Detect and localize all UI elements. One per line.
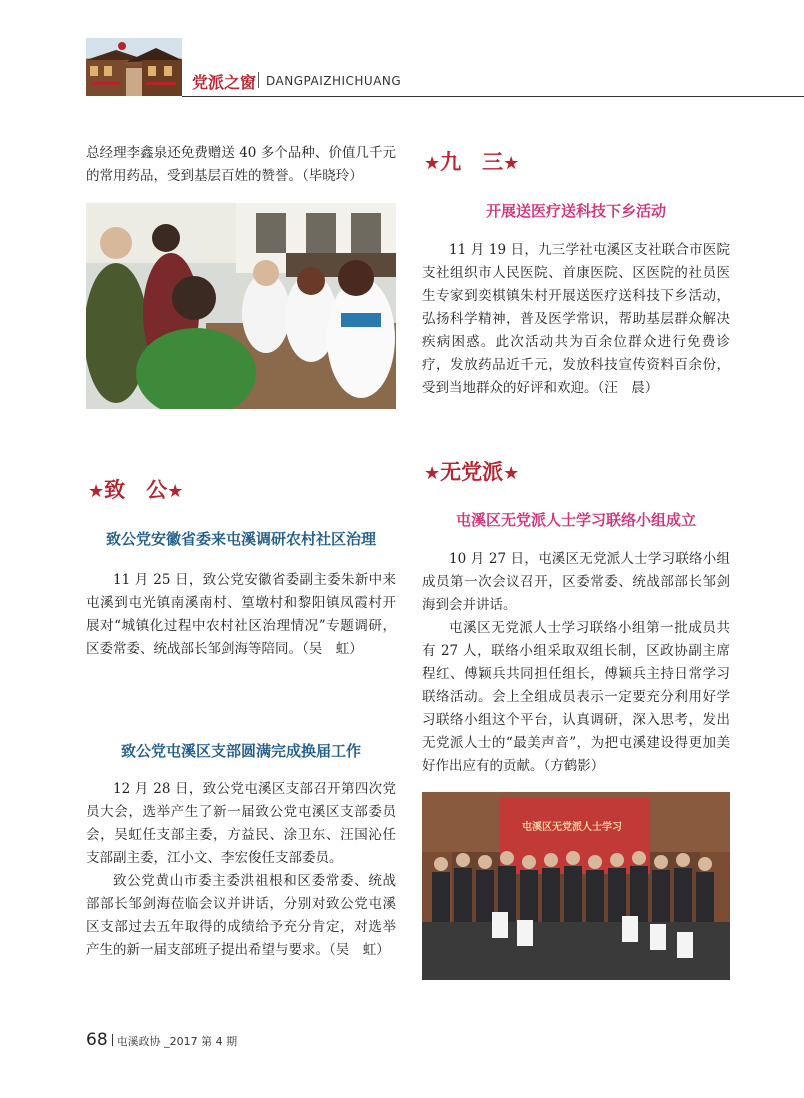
header-logo-photo bbox=[86, 38, 182, 96]
article-title: 屯溪区无党派人士学习联络小组成立 bbox=[455, 511, 696, 529]
party-heading-jiusan: ★九 三★ bbox=[424, 150, 520, 174]
article-body: 12 月 28 日，致公党屯溪区支部召开第四次党员大会，选举产生了新一届致公党屯溪区支部委员会，吴虹任支部主委，方益民、涂卫东、汪国沁任支部副主委，江小文、李宏俊任支部委员。 致公党黄山市委主委洪祖根和区委常委、统战部部长邹剑海莅临会议并讲话，分别对致公党屯溪区支部过去五年取得的成绩给予充分肯定，对选举产生的新一届支部班子提出希望与要求。（吴 虹） bbox=[86, 781, 396, 958]
article-title: 开展送医疗送科技下乡活动 bbox=[485, 202, 666, 220]
star-icon: ★ bbox=[424, 463, 441, 484]
article-body: 11 月 25 日，致公党安徽省委副主委朱新中来屯溪到屯光镇南溪南村、篁墩村和黎阳镇凤霞村开展对“城镇化过程中农村社区治理情况”专题调研，区委常委、统战部长邹剑海等陪同。（吴 虹） bbox=[86, 572, 396, 657]
medical-activity-photo bbox=[86, 203, 396, 409]
article-body: 11 月 19 日，九三学社屯溪区支社联合市医院支社组织市人民医院、首康医院、区医院的社员医生专家到奕棋镇朱村开展送医疗送科技下乡活动，弘扬科学精神，普及医学常识，帮助基层群众解决疾病困惑。此次活动共为百余位群众进行免费诊疗，发放药品近千元，发放科技宣传资料百余份，受到当地群众的好评和欢迎。（汪 晨） bbox=[422, 242, 730, 396]
section-subtitle: DANGPAIZHICHUANG bbox=[266, 74, 402, 88]
star-icon: ★ bbox=[503, 463, 520, 484]
article-title: 致公党安徽省委来屯溪调研农村社区治理 bbox=[105, 530, 376, 548]
page-number: 68 bbox=[86, 1030, 108, 1050]
banner-text: 屯溪区无党派人士学习 bbox=[522, 822, 622, 833]
header-rule bbox=[182, 96, 804, 97]
publication-name: 屯溪政协 _2017 第 4 期 bbox=[116, 1035, 238, 1048]
page-footer bbox=[86, 1030, 237, 1050]
party-heading-zhigong: ★致 公★ bbox=[88, 478, 184, 502]
intro-paragraph: 总经理李鑫泉还免费赠送 40 多个品种、价值几千元的常用药品，受到基层百姓的赞誉。（毕晓玲） bbox=[86, 145, 396, 184]
party-heading-wudangpai: ★无党派★ bbox=[424, 460, 520, 484]
section-title: 党派之窗 bbox=[192, 73, 257, 92]
article-body: 10 月 27 日，屯溪区无党派人士学习联络小组成员第一次会议召开，区委常委、统战部部长邹剑海到会并讲话。 屯溪区无党派人士学习联络小组第一批成员共有 27 人，联络小组采取双组长制，区政协副主席程红、傅颖兵共同担任组长，傅颖兵主持日常学习联络活动。会上全组成员表示一定要充分利用好学习联络小组这个平台，认真调研，深入思考，发出无党派人士的“最美声音”，为把屯溪建设得更加美好作出应有的贡献。（方鹤影） bbox=[422, 551, 730, 774]
meeting-group-photo bbox=[422, 792, 730, 980]
star-icon: ★ bbox=[88, 481, 105, 502]
footer-separator bbox=[112, 1034, 113, 1046]
street-scene-illustration bbox=[86, 38, 182, 96]
star-icon: ★ bbox=[424, 153, 441, 174]
header-separator bbox=[258, 72, 259, 88]
article-title: 致公党屯溪区支部圆满完成换届工作 bbox=[120, 742, 361, 760]
star-icon: ★ bbox=[167, 481, 184, 502]
star-icon: ★ bbox=[503, 153, 520, 174]
